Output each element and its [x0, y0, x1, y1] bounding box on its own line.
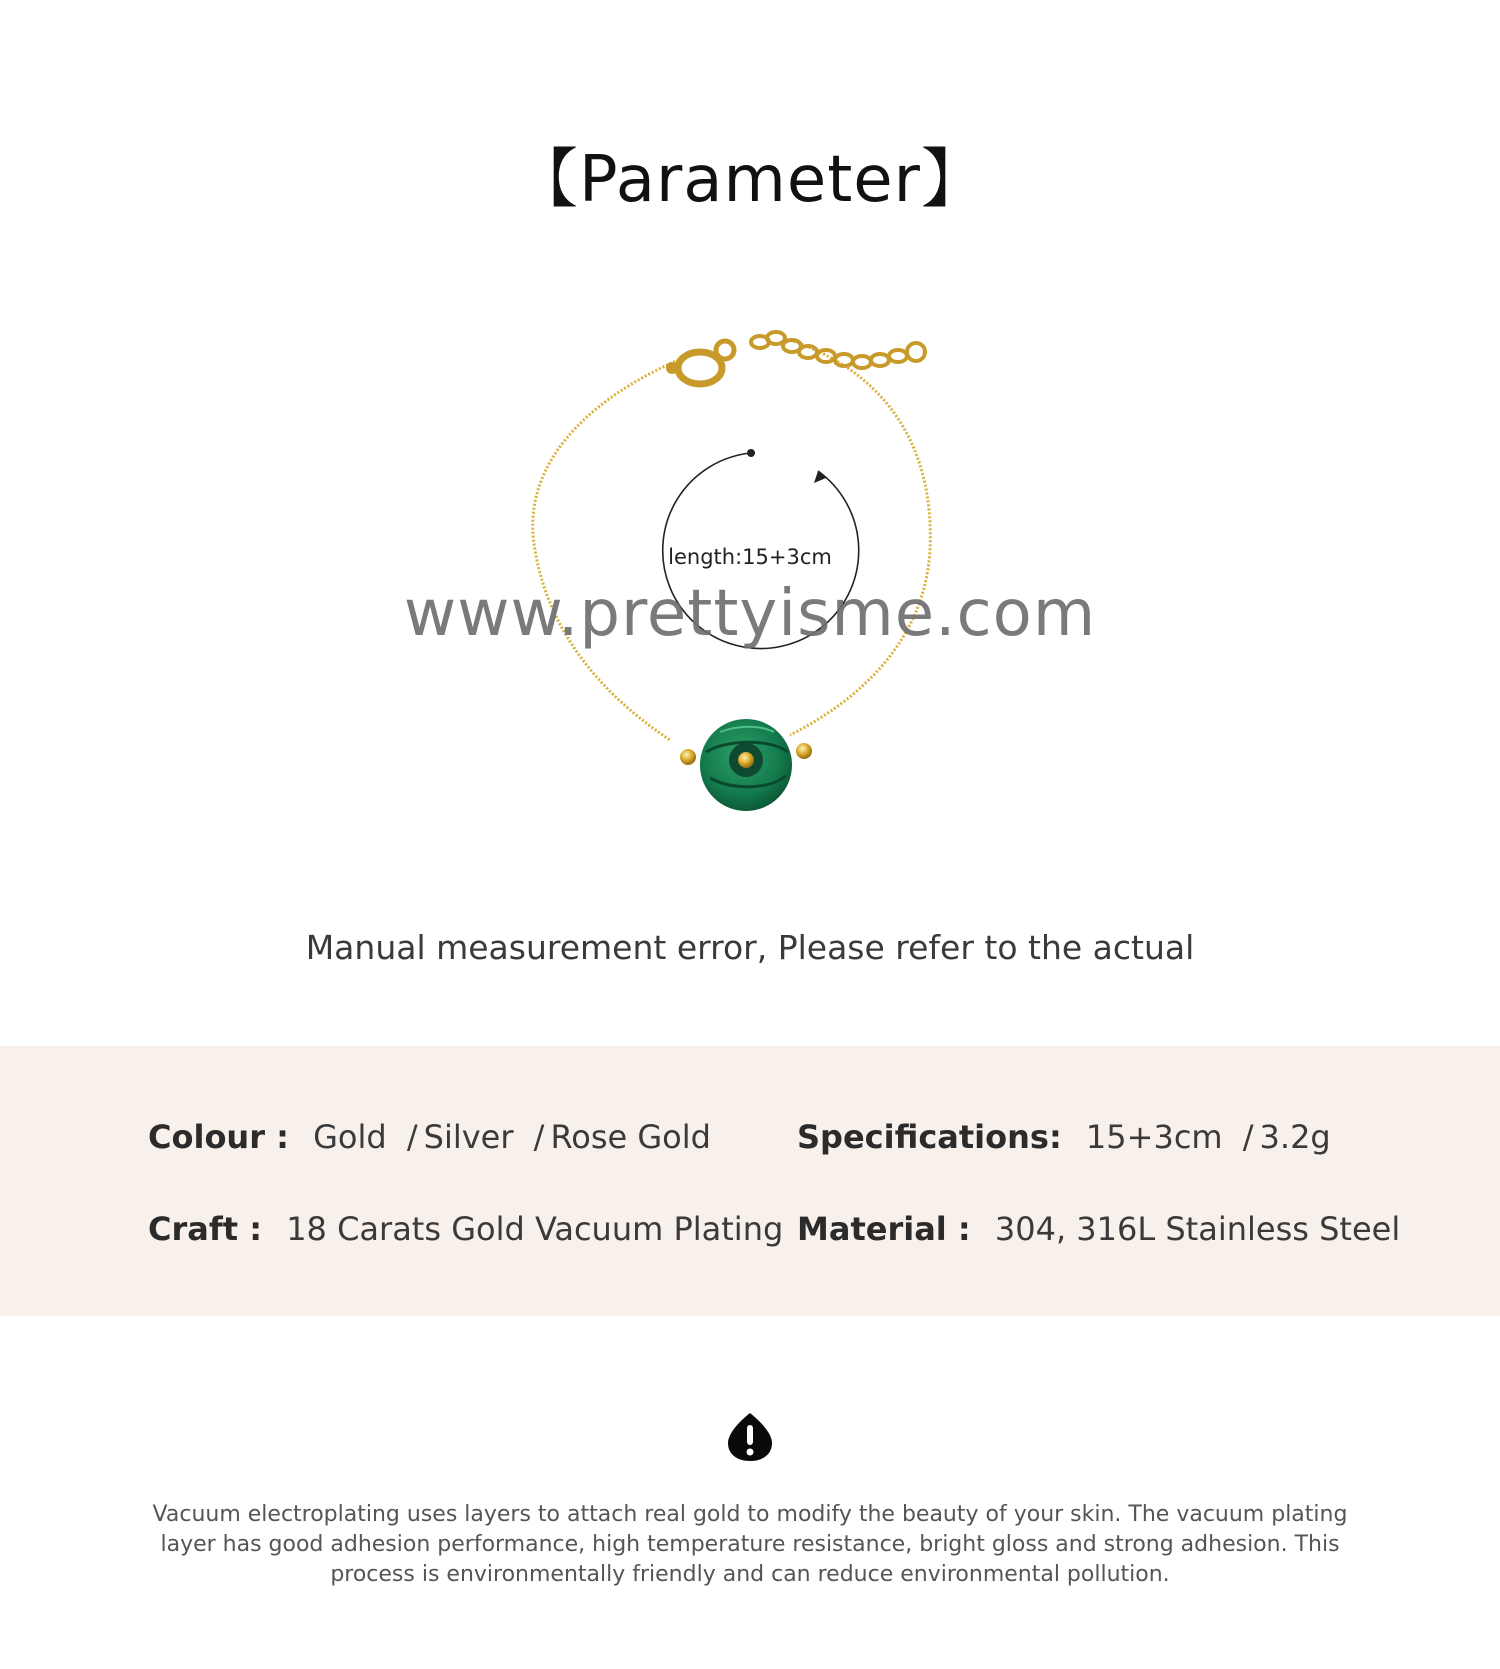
- spec-specifications-value: 15+3cm: [1085, 1118, 1223, 1156]
- spec-specifications: Specifications: 15+3cm / 3.2g: [797, 1118, 1331, 1156]
- spec-colour-value: Gold: [313, 1118, 387, 1156]
- measurement-note: Manual measurement error, Please refer to the actual: [305, 928, 1195, 967]
- spec-material-label: Material :: [797, 1210, 971, 1248]
- malachite-pendant: [700, 719, 792, 811]
- spec-colour-value: Silver: [423, 1118, 514, 1156]
- length-label: length:15+3cm: [668, 545, 832, 569]
- spec-specifications-value: 3.2g: [1259, 1118, 1331, 1156]
- spec-craft-value: 18 Carats Gold Vacuum Plating: [286, 1210, 784, 1248]
- plating-description: Vacuum electroplating uses layers to attach real gold to modify the beauty of your skin. The vacuum plating layer has good adhesion performance, high temperature resistance, bright gloss and strong adhesion. This process is environmentally friendly and can reduce environmental pollution.: [152, 1502, 1348, 1587]
- spec-colour-value: Rose Gold: [550, 1118, 711, 1156]
- spec-craft-label: Craft :: [148, 1210, 263, 1248]
- exclamation-drop-icon: [726, 1411, 774, 1463]
- spec-band: [0, 1046, 1500, 1316]
- spec-craft: [148, 1210, 783, 1248]
- spec-material: [797, 1210, 1400, 1248]
- lobster-clasp: [666, 341, 734, 384]
- spec-colour-label: Colour :: [148, 1118, 289, 1156]
- chain: [790, 340, 930, 735]
- watermark-text: www.prettyisme.com: [403, 577, 1097, 651]
- spec-specifications-label: Specifications:: [797, 1118, 1062, 1156]
- page-title: 【Parameter】: [514, 143, 986, 217]
- extender-chain: [751, 332, 925, 368]
- spec-colour: Colour : Gold / Silver / Rose Gold: [148, 1118, 711, 1156]
- spec-material-value: 304, 316L Stainless Steel: [994, 1210, 1401, 1248]
